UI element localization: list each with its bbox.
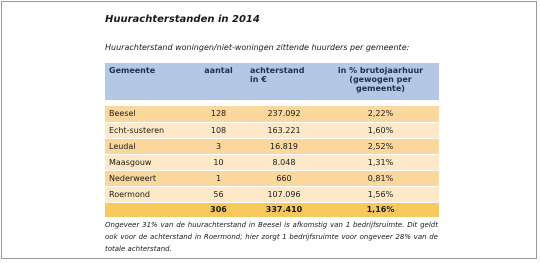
- cell-achterstand: 8.048: [246, 154, 322, 170]
- cell-percentage: 2,22%: [322, 106, 439, 122]
- table-header-row: [105, 63, 439, 100]
- cell-achterstand: 660: [246, 170, 322, 186]
- cell-percentage: 1,31%: [322, 154, 439, 170]
- header-achterstand: [246, 63, 322, 100]
- total-percentage: 1,16%: [322, 202, 439, 217]
- table-row: [105, 154, 439, 170]
- section-title: Huurachterstanden in 2014: [105, 14, 260, 25]
- arrears-table: [105, 63, 439, 218]
- table-row: [105, 170, 439, 186]
- cell-aantal: 128: [191, 106, 246, 122]
- cell-achterstand: 237.092: [246, 106, 322, 122]
- cell-gemeente: Roermond: [105, 186, 191, 202]
- table-row: [105, 122, 439, 138]
- header-pct-line3: gemeente): [356, 84, 405, 93]
- header-gemeente: Gemeente: [105, 63, 191, 100]
- cell-aantal: 108: [191, 122, 246, 138]
- cell-percentage: 1,60%: [322, 122, 439, 138]
- header-pct-line2: (gewogen per: [349, 75, 412, 84]
- cell-percentage: 2,52%: [322, 138, 439, 154]
- cell-gemeente: Maasgouw: [105, 154, 191, 170]
- cell-achterstand: 107.096: [246, 186, 322, 202]
- table-row: [105, 106, 439, 122]
- header-achterstand-line2: in €: [250, 75, 267, 84]
- header-pct-line1: in % brutojaarhuur: [337, 66, 424, 75]
- cell-gemeente: Nederweert: [105, 170, 191, 186]
- total-row: [105, 202, 439, 217]
- cell-achterstand: 16.819: [246, 138, 322, 154]
- cell-gemeente: Echt-susteren: [105, 122, 191, 138]
- cell-gemeente: Beesel: [105, 106, 191, 122]
- cell-aantal: 1: [191, 170, 246, 186]
- header-achterstand-line1: achterstand: [250, 66, 305, 75]
- footnote: Ongeveer 31% van de huurachterstand in Beesel is afkomstig van 1 bedrijfsruimte. Dit geldt ook voor de achterstand in Roermond; hier zorgt 1 bedrijfsruimte voor ongeveer 28% van de totale achterstand.: [105, 221, 438, 253]
- cell-aantal: 10: [191, 154, 246, 170]
- total-achterstand: 337.410: [246, 202, 322, 217]
- table-row: [105, 186, 439, 202]
- header-aantal: aantal: [191, 63, 246, 100]
- cell-percentage: 1,56%: [322, 186, 439, 202]
- total-label: [105, 202, 191, 217]
- table-caption: Huurachterstand woningen/niet-woningen zittende huurders per gemeente:: [105, 43, 410, 52]
- document-frame: [1, 1, 537, 259]
- cell-gemeente: Leudal: [105, 138, 191, 154]
- header-percentage: [322, 63, 439, 100]
- cell-percentage: 0,81%: [322, 170, 439, 186]
- table-row: [105, 138, 439, 154]
- cell-aantal: 3: [191, 138, 246, 154]
- total-aantal: 306: [191, 202, 246, 217]
- cell-achterstand: 163.221: [246, 122, 322, 138]
- cell-aantal: 56: [191, 186, 246, 202]
